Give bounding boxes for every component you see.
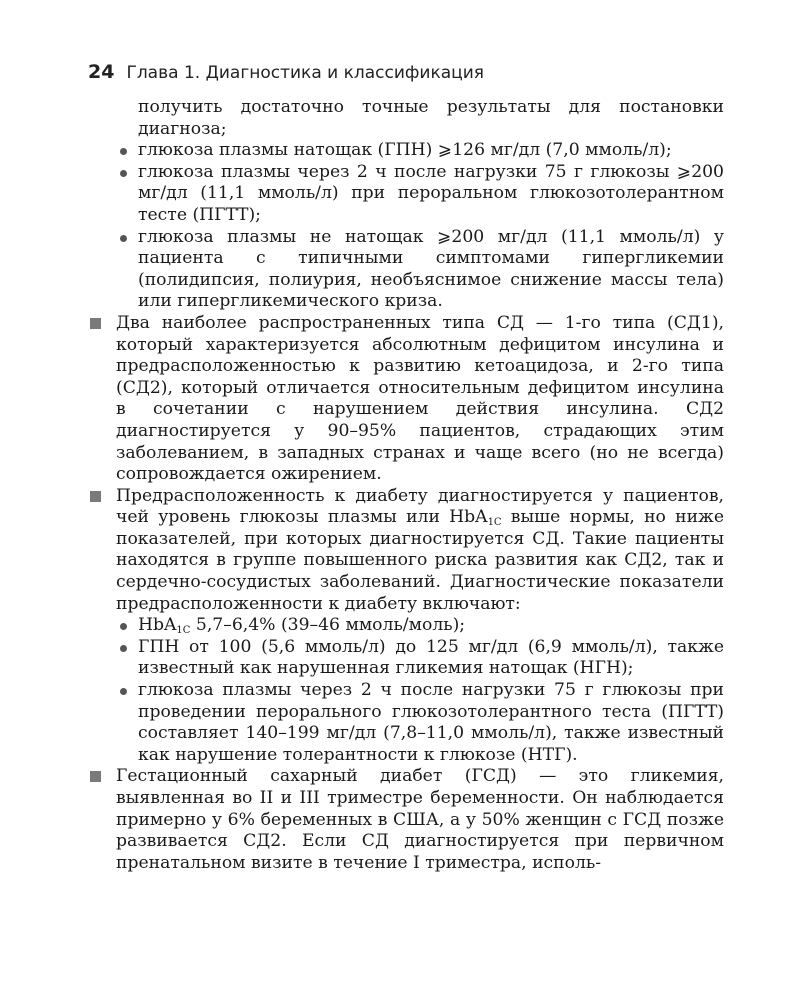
body-text <box>88 97 724 874</box>
bullet-dot-icon <box>120 235 127 242</box>
main-point-prediabetes <box>88 486 724 616</box>
prediabetes-criteria-list <box>88 615 724 766</box>
list-item-text: глюкоза плазмы натощак (ГПН) ⩾126 мг/дл (7,0 ммоль/л); <box>138 140 672 161</box>
square-bullet-icon <box>90 771 101 782</box>
list-item <box>88 680 724 766</box>
page-number: 24 <box>88 61 115 83</box>
list-item <box>88 162 724 227</box>
subscript: 1C <box>487 517 502 529</box>
continued-paragraph: получить достаточно точные результаты для постановки диагноза; <box>138 97 724 139</box>
square-bullet-icon <box>90 491 101 502</box>
bullet-dot-icon <box>120 148 127 155</box>
paragraph-text: Гестационный сахарный диабет (ГСД) — это гликемия, выявленная во II и III триместре беременности. Он наблюдается примерно у 6% беременных в США, а у 50% женщин с ГСД позже развивается СД2. Если СД диагностируется при первичном пренатальном визите в течение I триместра, исполь- <box>116 766 724 873</box>
paragraph-text: Предрасположенность к диабету диагностируется у пациентов, чей уровень глюкозы плазмы или HbA$_{1C}$ выше нормы, но ниже показателей, при которых диагностируется СД. Такие пациенты находятся в группе повышенного риска развития как СД2, так и сердечно-сосудистых заболеваний. Диагностические показатели предрасположенности к диабету включают: <box>116 485 725 614</box>
bullet-dot-icon <box>120 170 127 177</box>
square-bullet-icon <box>90 318 101 329</box>
main-point-diabetes-types <box>88 313 724 486</box>
list-item-text: глюкоза плазмы через 2 ч после нагрузки 75 г глюкозы ⩾200 мг/дл (11,1 ммоль/л) при пероральном глюкозотолерантном тесте (ПГТТ); <box>138 161 724 225</box>
list-item-text: глюкоза плазмы не натощак ⩾200 мг/дл (11,1 ммоль/л) у пациента с типичными симптомами гипергликемии (полидипсия, полиурия, необъяснимое снижение массы тела) или гипергликемического криза. <box>138 226 724 312</box>
bullet-dot-icon <box>120 623 127 630</box>
bullet-dot-icon <box>120 645 127 652</box>
chapter-title: Глава 1. Диагностика и классификация <box>126 63 485 83</box>
diagnostic-criteria-list <box>88 140 724 313</box>
list-item-text: ГПН от 100 (5,6 ммоль/л) до 125 мг/дл (6,9 ммоль/л), также известный как нарушенная гликемия натощак (НГН); <box>138 636 724 679</box>
list-item <box>88 637 724 680</box>
list-item <box>88 227 724 313</box>
main-point-gestational-diabetes <box>88 766 724 874</box>
list-item-text: глюкоза плазмы через 2 ч после нагрузки 75 г глюкозы при проведении перорального глюкозотолерантного теста (ПГТТ) составляет 140–199 мг/дл (7,8–11,0 ммоль/л), также известный как нарушение толерантности к глюкозе (НТГ). <box>138 680 724 765</box>
paragraph-text: Два наиболее распространенных типа СД — 1-го типа (СД1), который характеризуется абсолютным дефицитом инсулина и предрасположенностью к развитию кетоацидоза, и 2-го типа (СД2), который отличается относительным дефицитом инсулина в сочетании с нарушением действия инсулина. СД2 диагностируется у 90–95% пациентов, страдающих этим заболеванием, в западных странах и чаще всего (но не всегда) сопровождается ожирением. <box>116 312 724 485</box>
running-header <box>88 60 484 85</box>
list-item <box>88 615 724 637</box>
subscript: 1C <box>176 625 191 637</box>
list-item-text: HbA$_{1C}$ 5,7–6,4% (39–46 ммоль/моль); <box>138 615 466 637</box>
list-item <box>88 140 724 162</box>
bullet-dot-icon <box>120 688 127 695</box>
